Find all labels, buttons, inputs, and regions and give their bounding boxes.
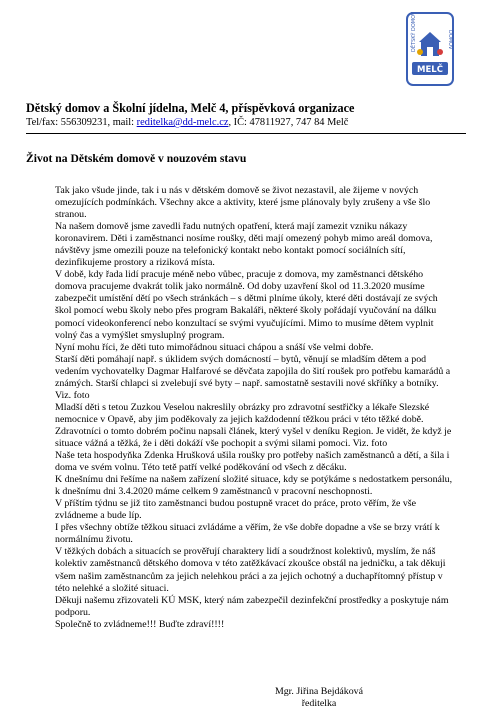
logo-side-text-right: DOMOV [447, 30, 453, 50]
logo-name: MELČ [417, 65, 443, 75]
paragraph: Naše teta hospodyňka Zdenka Hrušková ušila roušky pro potřeby našich zaměstnanců a dětí, a šila i doma ve svém volnu. Této tetě patří velké poděkování od všech z děcáku. [55, 450, 450, 474]
paragraph: Tak jako všude jinde, tak i u nás v dětském domově se život nezastavil, ale žijeme v nových omezujících podmínkách. Všechny akce a aktivity, které jsme plánovaly byly zrušeny a vše šlo stranou. [55, 185, 431, 221]
paragraph: V těžkých dobách a situacích se prověřují charaktery lidí a soudržnost kolektivů, myslím, že náš kolektiv zaměstnanců dětského domova v této zatěžkávací zkoušce obstál na jedničku, a tak děkuji všem našim zaměstnancům za jejich nelehkou práci a za jejich ochotný a duchapřítomný přístup v této nelehké a složité situaci. [55, 546, 446, 594]
organization-logo [406, 12, 454, 86]
paragraph: Starší děti pomáhají např. s úklidem svých domácností – bytů, věnují se mladším dětem a pod vedením vychovatelky Dagmar Halfarové se děvčata zapojila do šití roušek pro potřebu kamarádů a známých. Starší chlapci si zvelebují své byty – např. samostatně sestavili nové skříňky a botníky. Viz. foto [55, 353, 451, 401]
article-title: Život na Dětském domově v nouzovém stavu [26, 152, 247, 165]
email-link[interactable]: reditelka@dd-melc.cz [136, 117, 229, 128]
paragraph: Společně to zvládneme!!! Buďte zdraví!!!! [55, 618, 225, 630]
signature-role: ředitelka [301, 698, 337, 709]
contact-prefix: Tel/fax: 556309231, mail: [26, 117, 137, 128]
paragraph: V příštím týdnu se již tito zaměstnanci budou postupně vracet do práce, proto věřím, že vše zvládneme a bude líp. [55, 498, 416, 522]
paragraph: I přes všechny obtíže těžkou situaci zvládáme a věřím, že vše dobře dopadne a vše se brzy vrátí k normálnímu životu. [55, 522, 440, 546]
article-body [55, 185, 455, 631]
paragraph: Mladší děti s tetou Zuzkou Veselou nakreslily obrázky pro zdravotní sestřičky a lékaře Slezské nemocnice v Opavě, aby jim poděkovaly za jejich každodenní těžkou práci v této těžké době. Zdravotníci o tomto dobrém počinu napsali článek, který vyšel v deníku Region. Je vidět, že když je situace vážná a těžká, že i děti dokáží vše pochopit a svými silami pomoci. Viz. foto [55, 401, 452, 449]
paragraph: Nyní mohu říci, že děti tuto mimořádnou situaci chápou a snáší vše velmi dobře. [55, 341, 374, 353]
organization-name: Dětský domov a Školní jídelna, Melč 4, příspěvková organizace [26, 101, 355, 115]
paragraph: Na našem domově jsme zavedli řadu nutných opatření, která mají zamezit vzniku nákazy koronavirem. Děti i zaměstnanci nosíme roušky, děti mají omezený pohyb mimo areál domova, návštěvy jsme omezili pouze na telefonický kontakt nebo kontakt pomocí sociálních sítí, dezinfikujeme prostory a riziková místa. [55, 221, 433, 269]
contact-suffix: , IČ: 47811927, 747 84 Melč [228, 117, 349, 128]
signature-name: Mgr. Jiřina Bejdáková [274, 686, 364, 697]
signature [264, 686, 374, 710]
header-divider [26, 133, 466, 134]
paragraph: K dnešnímu dni řešíme na našem zařízení složité situace, kdy se potýkáme s nedostatkem personálu, k dnešnímu dni 3.4.2020 máme celkem 9 zaměstnanců v pracovní neschopnosti. [55, 474, 453, 498]
logo-side-text: DĚTSKÝ DOMOV [411, 12, 417, 52]
contact-line [26, 116, 466, 129]
logo-emblem [406, 12, 454, 86]
paragraph: Děkuji našemu zřizovateli KÚ MSK, který nám zabezpečil dezinfekční prostředky a poskytuje nám podporu. [55, 594, 449, 618]
paragraph: V době, kdy řada lidí pracuje méně nebo vůbec, pracuje z domova, my zaměstnanci dětského domova pracujeme dvakrát tolik jako normálně. Od doby uzavření škol od 11.3.2020 musíme zabezpečit umístění dětí po všech stránkách – s dětmi plníme úkoly, které děti dostávají ze svých škol pomocí webu školy nebo přes program Bakaláři, některé školy pořádají vyučování na dálku pomocí videokonferencí nebo konzultací se svými vyučujícími. Mimo to musíme dětem vyplnit volný čas a vymýšlet smysluplný program. [55, 269, 438, 341]
organization-header [26, 100, 466, 129]
